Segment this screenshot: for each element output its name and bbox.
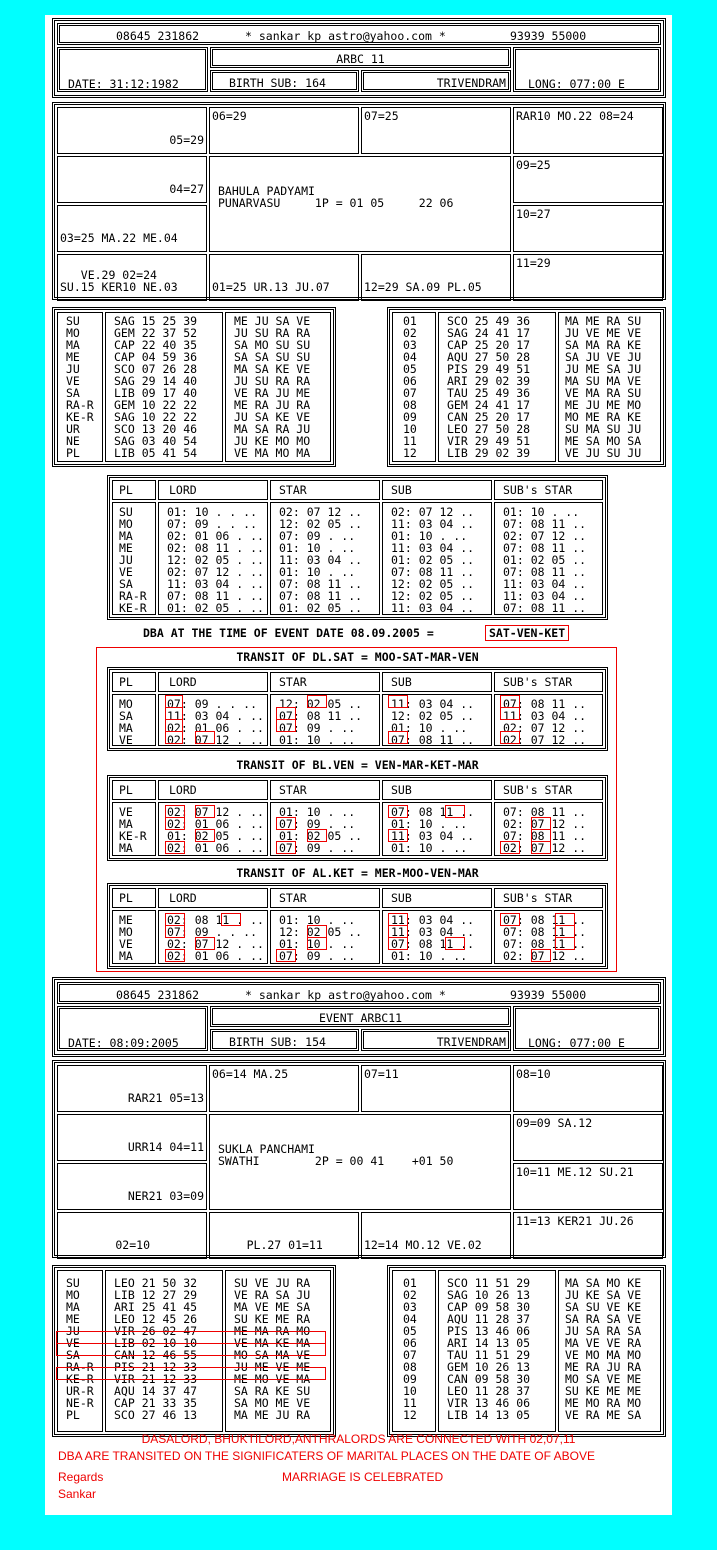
- highlight: [165, 817, 185, 830]
- note-regards: Regards: [58, 1470, 104, 1484]
- sig-sub-column: 02: 07 12 .. 11: 03 04 .. 01: 10 . .. 11: 03 04 .. 01: 02 05 .. 07: 08 11 .. 12: 02 05 .. 12: 02 05 .. 11: 03 04 ..: [382, 502, 492, 615]
- t1-pl-column: MO SA MA VE: [112, 694, 156, 746]
- sig-header-lord: LORD: [158, 480, 268, 500]
- highlight: [221, 913, 241, 926]
- sig-header-pl: PL: [112, 480, 156, 500]
- t2-header-lord: LORD: [158, 780, 268, 800]
- chart1-house-1: 01=25 UR.13 JU.07: [209, 254, 359, 301]
- chart2-house-11: 11=13 KER21 JU.26: [513, 1212, 663, 1259]
- highlight: [500, 707, 520, 720]
- chart1-birth-sub: BIRTH SUB: 164: [210, 70, 359, 92]
- chart1-tithi-star: BAHULA PADYAMI PUNARVASU 1P = 01 05 22 06: [218, 184, 454, 210]
- t3-star-column: 01: 10 . .. 12: 02 05 .. 01: 10 . .. 07: 09 . ..: [270, 910, 380, 964]
- highlight-row-ke: [56, 1367, 326, 1380]
- chart2-place: TRIVENDRAM: [361, 1029, 511, 1051]
- chart2-house-8: 08=10: [513, 1065, 663, 1112]
- t1-header-star: STAR: [270, 672, 380, 692]
- chart2-tithi-star: SUKLA PANCHAMI SWATHI 2P = 00 41 +01 50: [218, 1142, 454, 1168]
- chart1-planet-table: [52, 307, 336, 467]
- t2-pl-column: VE MA KE-R MA: [112, 802, 156, 856]
- highlight: [500, 913, 520, 926]
- highlight: [500, 841, 520, 854]
- highlight: [276, 817, 296, 830]
- highlight: [195, 731, 215, 744]
- note-result: MARRIAGE IS CELEBRATED: [282, 1470, 444, 1484]
- chart2-planet-names: SU MO MA ME JU VE SA RA-R KE-R UR-R NE-R PL: [57, 1270, 103, 1432]
- highlight: [388, 695, 408, 708]
- highlight: [388, 937, 408, 950]
- chart1-house-12: 12=29 SA.09 PL.05: [361, 254, 511, 301]
- chart2-date: DATE: 08:09:2005: [68, 1036, 179, 1050]
- sig-header-star: STAR: [270, 480, 380, 500]
- t2-lord-column: 02: 07 12 . .. 02: 01 06 . .. 01: 02 05 . .. 02: 01 06 . ..: [158, 802, 268, 856]
- chart2-center: [209, 1114, 511, 1210]
- chart1-house-2: VE.29 02=24 SU.15 KER10 NE.03: [57, 254, 207, 301]
- chart2-long: LONG: 077:00 E: [528, 1036, 625, 1050]
- highlight: [388, 829, 408, 842]
- chart1-house-6: 06=29: [209, 107, 359, 154]
- highlight: [165, 731, 183, 744]
- highlight: [307, 937, 327, 950]
- chart1-house-8: RAR10 MO.22 08=24: [513, 107, 663, 154]
- chart1-coords: [513, 47, 661, 92]
- chart1-header: [52, 18, 666, 98]
- chart2-house-2: 02=10: [57, 1212, 207, 1259]
- chart1-contact-bar: [57, 23, 661, 45]
- highlight: [555, 937, 575, 950]
- chart2-cusp-lords: MA SA MO KE JU KE SA VE SA SU VE KE SA RA SA VE JU SA RA SA MA VE VE RA VE MO MA MO ME RA JU RA MO SA VE ME SU KE ME ME ME MO RA MO VE RA ME SA: [558, 1270, 661, 1432]
- chart2-house-7: 07=11: [361, 1065, 511, 1112]
- chart2-planet-positions: LEO 21 50 32 LIB 12 27 29 ARI 25 41 45 LEO 12 45 26 VIR 26 02 47 LIB 02 10 10 CAN 12 46 55 PIS 21 12 33 VIR 21 12 33 AQU 14 37 47 CAP 21 33 35 SCO 27 46 13: [105, 1270, 223, 1432]
- chart2-header: [52, 977, 666, 1057]
- chart2-datetime: [57, 1006, 208, 1051]
- chart1-datetime: [57, 47, 208, 92]
- sig-subs-star-column: 01: 10 . .. 07: 08 11 .. 02: 07 12 .. 07: 08 11 .. 01: 02 05 .. 07: 08 11 .. 11: 03 04 .. 11: 03 04 .. 07: 08 11 ..: [494, 502, 603, 615]
- chart2-planet-lords: SU VE JU RA VE RA SA JU MA VE ME SA SU KE ME RA ME MA RA MO VE MA KE MA MO SA MA VE JU ME VE ME ME MO VE MA SA RA KE SU SA MO ME VE MA ME JU RA: [225, 1270, 331, 1432]
- chart1-long: LONG: 077:00 E: [528, 77, 625, 91]
- highlight: [445, 937, 465, 950]
- highlight: [165, 949, 185, 962]
- chart1-phone2: 93939 55000: [510, 29, 587, 43]
- chart2-house-1: PL.27 01=11: [209, 1212, 359, 1259]
- t3-header-sub: SUB: [382, 888, 492, 908]
- page: [45, 15, 672, 1515]
- chart1-cusp-table: [387, 307, 666, 467]
- t2-sub-column: 07: 08 11 .. 01: 10 . .. 11: 03 04 .. 01: 10 . ..: [382, 802, 492, 856]
- chart2-phone2: 93939 55000: [510, 988, 587, 1002]
- chart1-planet-names: SU MO MA ME JU VE SA RA-R KE-R UR NE PL: [57, 312, 103, 462]
- chart2-email: * sankar_kp_astro@yahoo.com *: [245, 988, 446, 1002]
- highlight: [276, 949, 296, 962]
- chart2-house-6: 06=14 MA.25: [209, 1065, 359, 1112]
- highlight: [165, 841, 185, 854]
- chart1-rasi-grid: [52, 102, 666, 300]
- highlight: [307, 829, 327, 842]
- highlight: [388, 731, 408, 744]
- t1-sub-column: 11: 03 04 .. 12: 02 05 .. 01: 10 . .. 07: 08 11 ..: [382, 694, 492, 746]
- sig-star-column: 02: 07 12 .. 12: 02 05 .. 07: 09 . .. 01: 10 . .. 11: 03 04 .. 01: 10 . .. 07: 08 11 .. 07: 08 11 .. 01: 02 05 ..: [270, 502, 380, 615]
- chart2-phone1: 08645_231862: [116, 988, 200, 1002]
- t3-subs-star-column: 07: 08 11 .. 07: 08 11 .. 07: 08 11 .. 02: 07 12 ..: [494, 910, 603, 964]
- highlight: [531, 841, 551, 854]
- t1-header-pl: PL: [112, 672, 156, 692]
- highlight: [195, 937, 215, 950]
- t3-header-star: STAR: [270, 888, 380, 908]
- transit-1-title: TRANSIT OF DL.SAT = MOO-SAT-MAR-VEN: [236, 650, 479, 664]
- t3-header-subs-star: SUB's STAR: [494, 888, 603, 908]
- t2-subs-star-column: 07: 08 11 .. 02: 07 12 .. 07: 08 11 .. 02: 07 12 ..: [494, 802, 603, 856]
- chart2-house-9: 09=09 SA.12: [513, 1114, 663, 1161]
- highlight: [195, 829, 215, 842]
- t3-header-lord: LORD: [158, 888, 268, 908]
- highlight-row-sa: [56, 1343, 326, 1356]
- chart1-center: [209, 156, 511, 252]
- chart1-cusp-positions: SCO 25 49 36 SAG 24 41 17 CAP 25 20 17 AQU 27 50 28 PIS 29 49 51 ARI 29 02 39 TAU 25 49 36 GEM 24 41 17 CAN 25 20 17 LEO 27 50 28 VIR 29 49 51 LIB 29 02 39: [438, 312, 556, 462]
- t3-pl-column: ME MO VE MA: [112, 910, 156, 964]
- sig-header-subs-star: SUB's STAR: [494, 480, 603, 500]
- t2-header-sub: SUB: [382, 780, 492, 800]
- t1-subs-star-column: 07: 08 11 .. 11: 03 04 .. 02: 07 12 .. 02: 07 12 ..: [494, 694, 603, 746]
- transit-2-title: TRANSIT OF BL.VEN = VEN-MAR-KET-MAR: [236, 758, 479, 772]
- chart1-house-11: 11=29: [513, 254, 663, 301]
- chart2-house-12: 12=14 MO.12 VE.02: [361, 1212, 511, 1259]
- chart2-house-3: NER21 03=09: [57, 1163, 207, 1210]
- chart1-place: TRIVENDRAM: [361, 70, 511, 92]
- chart2-cusp-numbers: 01 02 03 04 05 06 07 08 09 10 11 12: [392, 1270, 436, 1432]
- chart1-house-4: 04=27: [57, 156, 207, 203]
- highlight: [388, 805, 408, 818]
- t1-header-subs-star: SUB's STAR: [494, 672, 603, 692]
- note-signature: Sankar: [58, 1487, 97, 1501]
- chart1-house-5: 05=29: [57, 107, 207, 154]
- chart2-cusp-positions: SCO 11 51 29 SAG 10 26 13 CAP 09 58 30 AQU 11 28 37 PIS 13 46 06 ARI 14 13 05 TAU 11 51 29 GEM 10 26 13 CAN 09 58 30 LEO 11 28 37 VIR 13 46 06 LIB 14 13 05: [438, 1270, 556, 1432]
- chart2-name: EVENT_ARBC11: [210, 1006, 511, 1027]
- note-line-2: DBA ARE TRANSITED ON THE SIGNIFICATERS OF MARITAL PLACES ON THE DATE OF ABOVE: [58, 1449, 595, 1463]
- chart1-house-3: 03=25 MA.22 ME.04: [57, 205, 207, 252]
- t2-header-subs-star: SUB's STAR: [494, 780, 603, 800]
- chart1-planet-positions: SAG 15 25 39 GEM 22 37 52 CAP 22 40 35 CAP 04 59 36 SCO 07 26 28 SAG 29 14 40 LIB 09 17 40 GEM 10 22 22 SAG 10 22 22 SCO 13 20 46 SAG 03 40 54 LIB 05 41 54: [105, 312, 223, 462]
- chart2-house-10: 10=11 ME.12 SU.21: [513, 1163, 663, 1210]
- chart1-cusp-lords: MA ME RA SU JU VE ME VE SA MA RA KE SA JU VE JU JU ME SA JU MA SU MA VE VE MA RA SU ME JU ME MO MO ME RA KE SU MA SU JU ME SA MO SA VE JU SU JU: [558, 312, 661, 462]
- chart1-cusp-numbers: 01 02 03 04 05 06 07 08 09 10 11 12: [392, 312, 436, 462]
- dba-value: SAT-VEN-KET: [485, 625, 569, 641]
- t1-header-sub: SUB: [382, 672, 492, 692]
- chart1-phone1: 08645_231862: [116, 29, 200, 43]
- highlight: [445, 805, 465, 818]
- t2-star-column: 01: 10 . .. 07: 09 . .. 01: 02 05 .. 07: 09 . ..: [270, 802, 380, 856]
- t2-header-pl: PL: [112, 780, 156, 800]
- chart1-house-7: 07=25: [361, 107, 511, 154]
- highlight: [307, 695, 327, 708]
- t1-header-lord: LORD: [158, 672, 268, 692]
- chart1-house-9: 09=25: [513, 156, 663, 203]
- t3-header-pl: PL: [112, 888, 156, 908]
- highlight: [500, 731, 520, 744]
- t3-sub-column: 11: 03 04 .. 11: 03 04 .. 07: 08 11 .. 01: 10 . ..: [382, 910, 492, 964]
- chart2-house-5: RAR21 05=13: [57, 1065, 207, 1112]
- highlight: [531, 949, 551, 962]
- chart2-cusp-table: [387, 1265, 666, 1437]
- t2-header-star: STAR: [270, 780, 380, 800]
- highlight: [165, 925, 185, 938]
- sig-lord-column: 01: 10 . . .. 07: 09 . . .. 02: 01 06 . .. 02: 08 11 . .. 12: 02 05 . .. 02: 07 12 . .. 11: 03 04 . .. 07: 08 11 . .. 01: 02 05 . ..: [158, 502, 268, 615]
- sig-pl-column: SU MO MA ME JU VE SA RA-R KE-R: [112, 502, 156, 615]
- chart2-coords: [513, 1006, 661, 1051]
- t3-lord-column: 02: 08 11 . .. 07: 09 . . .. 02: 07 12 . .. 02: 01 06 . ..: [158, 910, 268, 964]
- transit-3-title: TRANSIT OF AL.KET = MER-MOO-VEN-MAR: [236, 866, 479, 880]
- t1-star-column: 12: 02 05 .. 07: 08 11 .. 07: 09 . .. 01: 10 . ..: [270, 694, 380, 746]
- t1-lord-column: 07: 09 . . .. 11: 03 04 . .. 02: 01 06 . .. 02: 07 12 . ..: [158, 694, 268, 746]
- note-line-1: DASALORD, BHUKTILORD,ANTHRALORDS ARE CONNECTED WITH 02,07,11: [141, 1432, 576, 1446]
- highlight: [276, 841, 296, 854]
- highlight: [276, 719, 296, 732]
- chart1-email: * sankar_kp_astro@yahoo.com *: [245, 29, 446, 43]
- chart1-date: DATE: 31:12:1982: [68, 77, 179, 91]
- chart2-contact-bar: [57, 982, 661, 1004]
- chart1-planet-lords: ME JU SA VE JU SU RA RA SA MO SU SU SA SA SU SU MA SA KE VE JU SU RA RA VE RA JU ME ME RA JU RA JU SA KE VE MA SA RA JU JU KE MO MO VE MA MO MA: [225, 312, 331, 462]
- significator-table: [107, 475, 608, 620]
- highlight: [195, 805, 215, 818]
- chart2-rasi-grid: [52, 1060, 666, 1258]
- dba-line: DBA AT THE TIME OF EVENT DATE 08.09.2005 =: [143, 626, 434, 640]
- chart2-house-4: URR14 04=11: [57, 1114, 207, 1161]
- chart1-name: ARBC_11: [210, 47, 511, 68]
- chart2-birth-sub: BIRTH SUB: 154: [210, 1029, 359, 1051]
- sig-header-sub: SUB: [382, 480, 492, 500]
- chart1-house-10: 10=27: [513, 205, 663, 252]
